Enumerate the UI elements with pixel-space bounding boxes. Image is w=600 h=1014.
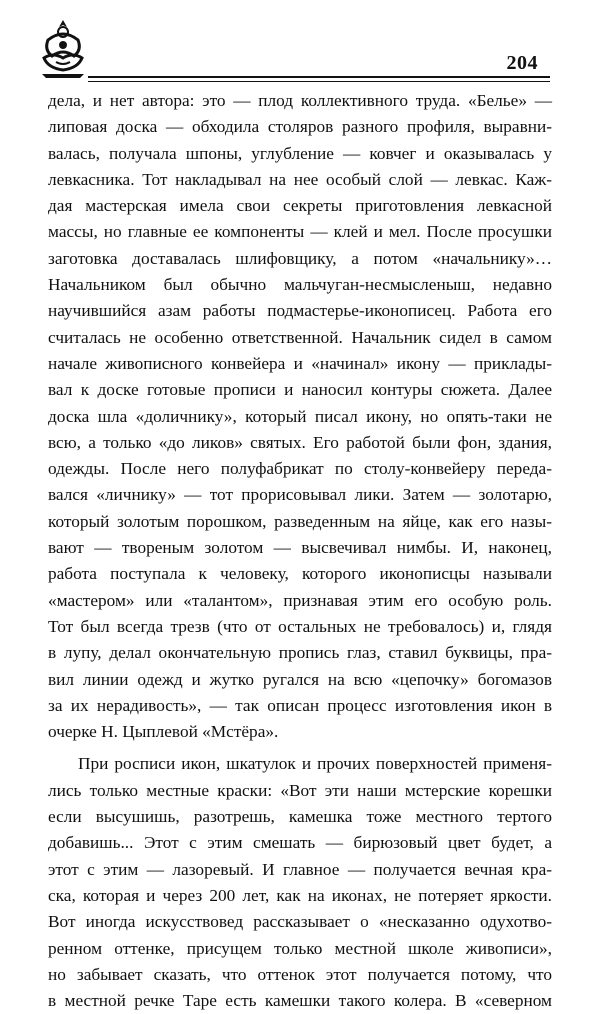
text-line: вил линии одежд и жутко ругался на всю «цепочку» богомазов <box>48 669 552 689</box>
paragraph-2 <box>48 751 552 1014</box>
text-line: начале живописного конвейера и «начинал» икону — приклады- <box>48 353 552 373</box>
header-rule <box>88 76 550 78</box>
text-line: но забывает сказать, что оттенок этот получается потому, что <box>48 964 552 984</box>
page-number: 204 <box>503 52 543 75</box>
text-line: если высушишь, разотрешь, камешка тоже местного тертого <box>48 807 552 827</box>
page-body <box>48 88 552 1014</box>
text-line: этот с этим — лазоревый. И главное — получается вечная кра- <box>48 859 552 879</box>
text-line: ренном оттенке, присущем только местной школе живописи», <box>48 938 552 958</box>
text-line: Тот был всегда трезв (что от остальных не требовалось) и, глядя <box>48 616 552 636</box>
ornament-emblem-icon <box>38 18 88 78</box>
text-line: считалась не особенно ответственной. Начальник сидел в самом <box>48 327 552 347</box>
text-line: который золотым порошком, разведенным на яйце, как его назы- <box>48 511 552 531</box>
text-line: вался «личнику» — тот прорисовывал лики. Затем — золотарю, <box>48 485 552 505</box>
text-line: очерке Н. Цыплевой «Мстёра». <box>48 722 279 742</box>
text-line: массы, но главные ее компоненты — клей и мел. После просушки <box>48 222 552 242</box>
text-line: работа поступала к человеку, которого иконописцы называли <box>48 564 552 584</box>
text-line: Начальником был обычно мальчуган-несмысленыш, недавно <box>48 275 552 295</box>
text-line: ска, которая и через 200 лет, как на иконах, не потеряет яркости. <box>48 885 552 905</box>
header-rule-thin <box>88 81 550 82</box>
text-line: дая мастерская имела свои секреты приготовления левкасной <box>48 196 552 216</box>
text-line: «мастером» или «талантом», признавая этим его особую роль. <box>48 590 552 610</box>
text-line: вают — твореным золотом — высвечивал нимбы. И, наконец, <box>48 538 552 558</box>
text-line: При росписи икон, шкатулок и прочих поверхностей применя- <box>78 754 552 774</box>
text-line: добавишь... Этот с этим смешать — бирюзовый цвет будет, а <box>48 833 552 853</box>
text-line: всю, а только «до ликов» святых. Его работой были фон, здания, <box>48 432 552 452</box>
text-line: дела, и нет автора: это — плод коллективного труда. «Белье» — <box>48 91 552 110</box>
text-line: в лупу, делал окончательную пропись глаз, ставил буквицы, пра- <box>48 643 552 663</box>
text-line: Вот иногда искусствовед рассказывает о «несказанно одухотво- <box>48 912 552 932</box>
text-line: вал к доске готовые прописи и наносил контуры сюжета. Далее <box>48 380 552 400</box>
text-line: левкасника. Тот накладывал на нее особый слой — левкас. Каж- <box>48 169 552 189</box>
text-line: доска шла «доличнику», который писал икону, но опять-таки не <box>48 406 552 426</box>
text-line: одежды. После него полуфабрикат по столу-конвейеру переда- <box>48 459 552 479</box>
text-line: валась, получала шпоны, углубление — ковчег и оказывалась у <box>48 143 552 163</box>
text-line: научившийся азам работы подмастерье-иконописец. Работа его <box>48 301 552 321</box>
text-line: липовая доска — обходила столяров разного профиля, выравни- <box>48 117 552 137</box>
text-line: в местной речке Таре есть камешки такого колера. В «северном <box>48 991 552 1011</box>
text-line: за их нерадивость», — так описан процесс изготовления икон в <box>48 695 552 715</box>
paragraph-1 <box>48 88 552 745</box>
text-line: лись только местные краски: «Вот эти наши мстерские корешки <box>48 780 552 800</box>
text-line: заготовка доставалась шлифовщику, а потом «начальнику»… <box>48 248 552 268</box>
page-header <box>0 0 600 90</box>
